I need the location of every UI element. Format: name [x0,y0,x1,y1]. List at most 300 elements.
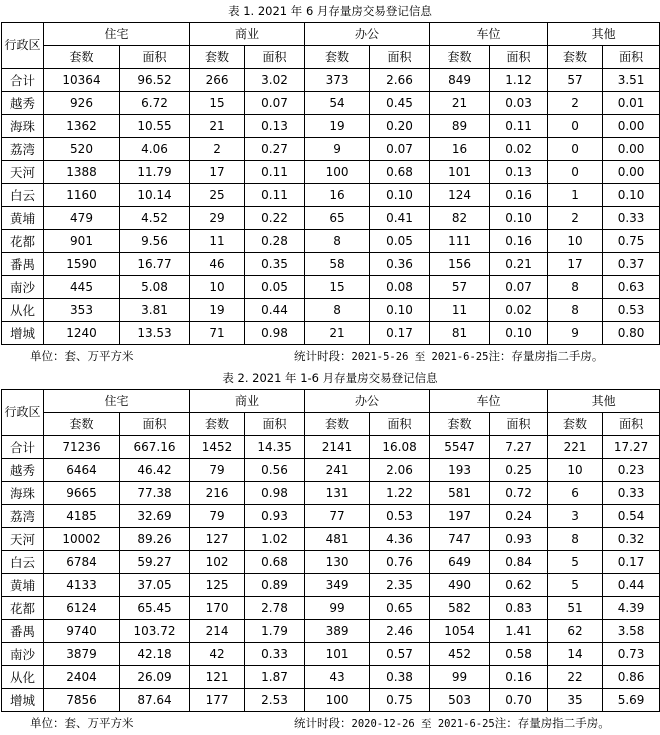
subheader-count: 套数 [44,413,120,436]
value-cell: 15 [190,92,245,115]
value-cell: 0.00 [603,115,660,138]
value-cell: 452 [430,643,490,666]
value-cell: 17 [190,161,245,184]
value-cell: 5.69 [603,689,660,712]
value-cell: 2.46 [370,620,430,643]
value-cell: 1 [548,184,603,207]
table1-period-label: 统计时段： [294,349,352,363]
value-cell: 0.44 [245,299,305,322]
subheader-count: 套数 [44,46,120,69]
value-cell: 1.12 [490,69,548,92]
value-cell: 2 [190,138,245,161]
subheader-area: 面积 [490,46,548,69]
value-cell: 0.84 [490,551,548,574]
value-cell: 1.41 [490,620,548,643]
table1-footer [0,345,660,367]
table-row [2,551,660,574]
district-cell: 增城 [2,322,44,345]
district-cell: 黄埔 [2,574,44,597]
district-cell: 海珠 [2,115,44,138]
table1-header [2,23,660,69]
value-cell: 214 [190,620,245,643]
value-cell: 7856 [44,689,120,712]
table-row [2,161,660,184]
value-cell: 96.52 [120,69,190,92]
value-cell: 77.38 [120,482,190,505]
table1-title: 表 1. 2021 年 6 月存量房交易登记信息 [228,4,432,18]
subheader-count: 套数 [305,413,370,436]
value-cell: 79 [190,505,245,528]
table2-title: 表 2. 2021 年 1-6 月存量房交易登记信息 [222,371,438,385]
value-cell: 71236 [44,436,120,459]
value-cell: 5 [548,574,603,597]
table2-header [2,390,660,436]
value-cell: 11 [190,230,245,253]
value-cell: 37.05 [120,574,190,597]
value-cell: 43 [305,666,370,689]
district-cell: 白云 [2,551,44,574]
value-cell: 926 [44,92,120,115]
value-cell: 1240 [44,322,120,345]
value-cell: 102 [190,551,245,574]
table-row [2,459,660,482]
value-cell: 0.62 [490,574,548,597]
table2-period-label: 统计时段： [294,716,352,730]
district-cell: 南沙 [2,276,44,299]
value-cell: 82 [430,207,490,230]
value-cell: 42 [190,643,245,666]
value-cell: 0.22 [245,207,305,230]
value-cell: 0.07 [370,138,430,161]
table-row [2,505,660,528]
value-cell: 0.36 [370,253,430,276]
value-cell: 0.23 [603,459,660,482]
table-row [2,322,660,345]
value-cell: 0.37 [603,253,660,276]
value-cell: 57 [430,276,490,299]
value-cell: 59.27 [120,551,190,574]
subheader-area: 面积 [120,413,190,436]
value-cell: 6.72 [120,92,190,115]
subheader-area: 面积 [245,413,305,436]
value-cell: 1054 [430,620,490,643]
value-cell: 0.63 [603,276,660,299]
value-cell: 2404 [44,666,120,689]
header-category: 办公 [305,390,430,413]
value-cell: 0.70 [490,689,548,712]
subheader-count: 套数 [305,46,370,69]
subheader-count: 套数 [548,413,603,436]
value-cell: 125 [190,574,245,597]
value-cell: 0.68 [370,161,430,184]
subheader-count: 套数 [190,413,245,436]
district-cell: 荔湾 [2,138,44,161]
value-cell: 373 [305,69,370,92]
value-cell: 221 [548,436,603,459]
value-cell: 0.33 [603,482,660,505]
subheader-area: 面积 [120,46,190,69]
value-cell: 0.73 [603,643,660,666]
table-row [2,666,660,689]
value-cell: 2141 [305,436,370,459]
table-row [2,436,660,459]
value-cell: 127 [190,528,245,551]
value-cell: 0.80 [603,322,660,345]
table1 [1,22,660,345]
subheader-area: 面积 [370,413,430,436]
value-cell: 16 [305,184,370,207]
value-cell: 103.72 [120,620,190,643]
value-cell: 0.25 [490,459,548,482]
value-cell: 1362 [44,115,120,138]
header-district: 行政区 [2,390,44,436]
value-cell: 4.06 [120,138,190,161]
value-cell: 0.53 [370,505,430,528]
table2-unit-note: 单位：套、万平方米 [30,716,134,730]
district-cell: 黄埔 [2,207,44,230]
value-cell: 46 [190,253,245,276]
subheader-row [2,46,660,69]
value-cell: 65 [305,207,370,230]
value-cell: 0.35 [245,253,305,276]
value-cell: 0.72 [490,482,548,505]
value-cell: 2.66 [370,69,430,92]
value-cell: 4.52 [120,207,190,230]
district-cell: 花都 [2,597,44,620]
value-cell: 0.89 [245,574,305,597]
value-cell: 25 [190,184,245,207]
header-category: 住宅 [44,390,190,413]
value-cell: 0.10 [490,322,548,345]
value-cell: 10002 [44,528,120,551]
value-cell: 0.02 [490,299,548,322]
value-cell: 2 [548,92,603,115]
value-cell: 6784 [44,551,120,574]
value-cell: 4185 [44,505,120,528]
subheader-area: 面积 [245,46,305,69]
value-cell: 54 [305,92,370,115]
value-cell: 0.24 [490,505,548,528]
subheader-row [2,413,660,436]
value-cell: 0.57 [370,643,430,666]
value-cell: 21 [430,92,490,115]
value-cell: 2 [548,207,603,230]
value-cell: 747 [430,528,490,551]
table2-period-note: 注：存量房指二手房。 [494,716,610,730]
value-cell: 10 [548,230,603,253]
value-cell: 0.20 [370,115,430,138]
value-cell: 8 [305,230,370,253]
district-cell: 合计 [2,69,44,92]
value-cell: 1388 [44,161,120,184]
value-cell: 22 [548,666,603,689]
header-category: 住宅 [44,23,190,46]
district-cell: 荔湾 [2,505,44,528]
header-category: 车位 [430,23,548,46]
value-cell: 21 [190,115,245,138]
value-cell: 26.09 [120,666,190,689]
value-cell: 0.86 [603,666,660,689]
header-category: 其他 [548,23,660,46]
value-cell: 0.11 [245,161,305,184]
value-cell: 8 [305,299,370,322]
table-row [2,299,660,322]
value-cell: 4.36 [370,528,430,551]
table1-period-note: 注：存量房指二手房。 [488,349,604,363]
value-cell: 0.76 [370,551,430,574]
value-cell: 0.10 [603,184,660,207]
value-cell: 19 [190,299,245,322]
value-cell: 3.02 [245,69,305,92]
header-row [2,390,660,413]
subheader-count: 套数 [548,46,603,69]
value-cell: 0 [548,115,603,138]
value-cell: 10 [190,276,245,299]
value-cell: 87.64 [120,689,190,712]
table-row [2,689,660,712]
value-cell: 32.69 [120,505,190,528]
value-cell: 0.16 [490,184,548,207]
value-cell: 10.55 [120,115,190,138]
value-cell: 58 [305,253,370,276]
value-cell: 0.13 [245,115,305,138]
value-cell: 17 [548,253,603,276]
value-cell: 10364 [44,69,120,92]
value-cell: 0.75 [370,689,430,712]
district-cell: 从化 [2,666,44,689]
value-cell: 11 [430,299,490,322]
value-cell: 5 [548,551,603,574]
value-cell: 170 [190,597,245,620]
value-cell: 0.03 [490,92,548,115]
table-row [2,253,660,276]
value-cell: 0.93 [490,528,548,551]
value-cell: 0.10 [490,207,548,230]
value-cell: 0.93 [245,505,305,528]
district-cell: 南沙 [2,643,44,666]
value-cell: 8 [548,299,603,322]
value-cell: 2.53 [245,689,305,712]
subheader-area: 面积 [490,413,548,436]
value-cell: 6 [548,482,603,505]
value-cell: 4133 [44,574,120,597]
value-cell: 503 [430,689,490,712]
district-cell: 越秀 [2,459,44,482]
value-cell: 79 [190,459,245,482]
table-row [2,597,660,620]
value-cell: 445 [44,276,120,299]
value-cell: 2.78 [245,597,305,620]
value-cell: 0.33 [245,643,305,666]
value-cell: 16.77 [120,253,190,276]
value-cell: 156 [430,253,490,276]
value-cell: 0.44 [603,574,660,597]
value-cell: 101 [430,161,490,184]
value-cell: 1.02 [245,528,305,551]
value-cell: 667.16 [120,436,190,459]
table-row [2,643,660,666]
value-cell: 21 [305,322,370,345]
header-district: 行政区 [2,23,44,69]
value-cell: 0.27 [245,138,305,161]
district-cell: 从化 [2,299,44,322]
table-row [2,138,660,161]
subheader-count: 套数 [430,413,490,436]
value-cell: 13.53 [120,322,190,345]
table2-period-value: 2020-12-26 至 2021-6-25 [351,718,495,730]
district-cell: 番禺 [2,253,44,276]
value-cell: 0 [548,161,603,184]
district-cell: 合计 [2,436,44,459]
value-cell: 81 [430,322,490,345]
value-cell: 582 [430,597,490,620]
value-cell: 0.83 [490,597,548,620]
value-cell: 520 [44,138,120,161]
value-cell: 0.13 [490,161,548,184]
district-cell: 海珠 [2,482,44,505]
value-cell: 0.16 [490,230,548,253]
value-cell: 0.01 [603,92,660,115]
table-row [2,92,660,115]
table2-body [2,436,660,712]
table-row [2,230,660,253]
header-row [2,23,660,46]
value-cell: 0.02 [490,138,548,161]
value-cell: 99 [430,666,490,689]
value-cell: 1.79 [245,620,305,643]
value-cell: 0.41 [370,207,430,230]
value-cell: 1.22 [370,482,430,505]
value-cell: 16 [430,138,490,161]
table-row [2,528,660,551]
value-cell: 100 [305,689,370,712]
value-cell: 0.07 [245,92,305,115]
subheader-area: 面积 [603,46,660,69]
value-cell: 241 [305,459,370,482]
value-cell: 0.05 [245,276,305,299]
value-cell: 0.33 [603,207,660,230]
subheader-area: 面积 [603,413,660,436]
value-cell: 111 [430,230,490,253]
value-cell: 1590 [44,253,120,276]
value-cell: 0.11 [490,115,548,138]
value-cell: 4.39 [603,597,660,620]
value-cell: 35 [548,689,603,712]
value-cell: 9 [548,322,603,345]
table2-footer [0,712,660,734]
value-cell: 353 [44,299,120,322]
subheader-count: 套数 [190,46,245,69]
value-cell: 2.35 [370,574,430,597]
value-cell: 130 [305,551,370,574]
value-cell: 0.65 [370,597,430,620]
value-cell: 57 [548,69,603,92]
table1-unit-note: 单位：套、万平方米 [30,349,134,363]
value-cell: 0.54 [603,505,660,528]
value-cell: 10.14 [120,184,190,207]
value-cell: 901 [44,230,120,253]
value-cell: 0 [548,138,603,161]
header-category: 车位 [430,390,548,413]
value-cell: 77 [305,505,370,528]
value-cell: 9665 [44,482,120,505]
value-cell: 10 [548,459,603,482]
value-cell: 16.08 [370,436,430,459]
value-cell: 849 [430,69,490,92]
header-category: 办公 [305,23,430,46]
value-cell: 71 [190,322,245,345]
value-cell: 100 [305,161,370,184]
value-cell: 8 [548,528,603,551]
value-cell: 19 [305,115,370,138]
value-cell: 6124 [44,597,120,620]
value-cell: 15 [305,276,370,299]
value-cell: 0.00 [603,138,660,161]
table2 [1,389,660,712]
value-cell: 0.07 [490,276,548,299]
value-cell: 5547 [430,436,490,459]
value-cell: 581 [430,482,490,505]
header-category: 商业 [190,390,305,413]
table-row [2,482,660,505]
value-cell: 9 [305,138,370,161]
value-cell: 29 [190,207,245,230]
value-cell: 0.05 [370,230,430,253]
value-cell: 0.21 [490,253,548,276]
value-cell: 124 [430,184,490,207]
value-cell: 3 [548,505,603,528]
district-cell: 越秀 [2,92,44,115]
value-cell: 349 [305,574,370,597]
value-cell: 649 [430,551,490,574]
subheader-count: 套数 [430,46,490,69]
value-cell: 3.58 [603,620,660,643]
value-cell: 0.75 [603,230,660,253]
table-row [2,115,660,138]
district-cell: 花都 [2,230,44,253]
value-cell: 0.10 [370,299,430,322]
value-cell: 0.53 [603,299,660,322]
value-cell: 481 [305,528,370,551]
table1-body [2,69,660,345]
value-cell: 101 [305,643,370,666]
table-row [2,276,660,299]
header-category: 商业 [190,23,305,46]
value-cell: 65.45 [120,597,190,620]
value-cell: 0.38 [370,666,430,689]
value-cell: 42.18 [120,643,190,666]
value-cell: 3879 [44,643,120,666]
value-cell: 0.00 [603,161,660,184]
value-cell: 1.87 [245,666,305,689]
table-row [2,207,660,230]
table2-period [294,712,610,735]
district-cell: 天河 [2,161,44,184]
value-cell: 14 [548,643,603,666]
value-cell: 51 [548,597,603,620]
value-cell: 131 [305,482,370,505]
value-cell: 0.98 [245,482,305,505]
table-row [2,620,660,643]
value-cell: 7.27 [490,436,548,459]
value-cell: 0.68 [245,551,305,574]
value-cell: 5.08 [120,276,190,299]
value-cell: 14.35 [245,436,305,459]
value-cell: 389 [305,620,370,643]
table1-period [294,345,603,368]
table-row [2,184,660,207]
value-cell: 46.42 [120,459,190,482]
